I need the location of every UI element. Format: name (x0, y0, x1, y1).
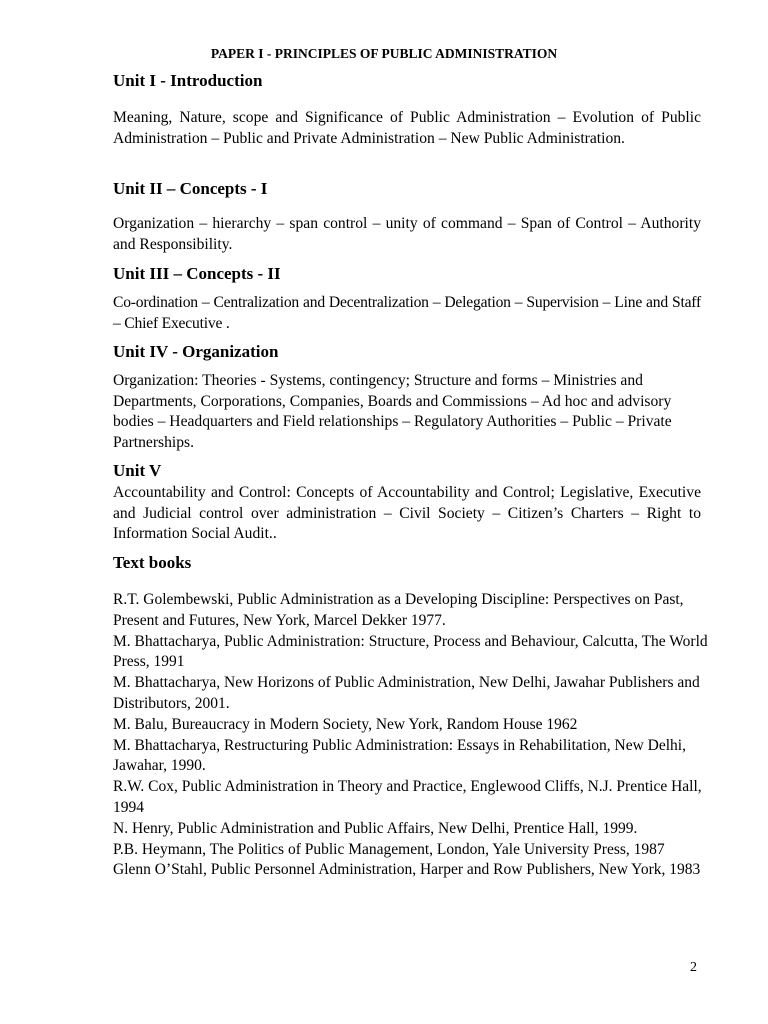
textbook-item: P.B. Heymann, The Politics of Public Management, London, Yale University Press, 1987 (113, 840, 665, 858)
unit-3-heading: Unit III – Concepts - II (113, 264, 281, 283)
textbook-item: R.T. Golembewski, Public Administration as a Developing Discipline: Perspectives on Past, Present and Futures, New York, Marcel Dekker 1977. (113, 591, 684, 629)
unit-4-body: Organization: Theories - Systems, contingency; Structure and forms – Ministries and Departments, Corporations, Companies, Boards and Commissions – Ad hoc and advisory bodies – Headquarters and Field relationships – Regulatory Authorities – Public – Private Partnerships. (113, 372, 672, 451)
textbook-item: M. Balu, Bureaucracy in Modern Society, New York, Random House 1962 (113, 715, 578, 733)
textbook-item: M. Bhattacharya, Public Administration: Structure, Process and Behaviour, Calcutta, The World Press, 1991 (113, 632, 708, 671)
textbook-item: R.W. Cox, Public Administration in Theory and Practice, Englewood Cliffs, N.J. Prentice Hall, 1994 (113, 778, 702, 816)
unit-2-body: Organization – hierarchy – span control – unity of command – Span of Control – Authority and Responsibility. (113, 215, 701, 253)
unit-2-heading: Unit II – Concepts - I (113, 179, 268, 198)
unit-3-body: Co-ordination – Centralization and Decentralization – Delegation – Supervision – Line and Staff – Chief Executive . (113, 294, 701, 332)
unit-1-body: Meaning, Nature, scope and Significance of Public Administration – Evolution of Public Administration – Public and Private Administration – New Public Administration. (113, 109, 701, 147)
textbook-item: N. Henry, Public Administration and Public Affairs, New Delhi, Prentice Hall, 1999. (113, 819, 638, 837)
textbook-list (113, 590, 713, 881)
unit-5-body: Accountability and Control: Concepts of Accountability and Control; Legislative, Executive and Judicial control over administration – Civil Society – Citizen’s Charters – Right to Information Social Audit.. (113, 484, 701, 542)
unit-4-heading: Unit IV - Organization (113, 342, 279, 361)
textbook-item: Glenn O’Stahl, Public Personnel Administration, Harper and Row Publishers, New York, 1983 (113, 861, 701, 879)
page-title: PAPER I - PRINCIPLES OF PUBLIC ADMINISTRATION (210, 46, 558, 61)
unit-5-heading: Unit V (113, 461, 162, 480)
textbook-item: M. Bhattacharya, New Horizons of Public Administration, New Delhi, Jawahar Publishers and Distributors, 2001. (113, 674, 700, 712)
textbooks-heading: Text books (113, 553, 192, 572)
textbook-item: M. Bhattacharya, Restructuring Public Administration: Essays in Rehabilitation, New Delhi, Jawahar, 1990. (113, 736, 686, 775)
unit-1-heading: Unit I - Introduction (113, 71, 263, 90)
page-number: 2 (690, 960, 697, 975)
